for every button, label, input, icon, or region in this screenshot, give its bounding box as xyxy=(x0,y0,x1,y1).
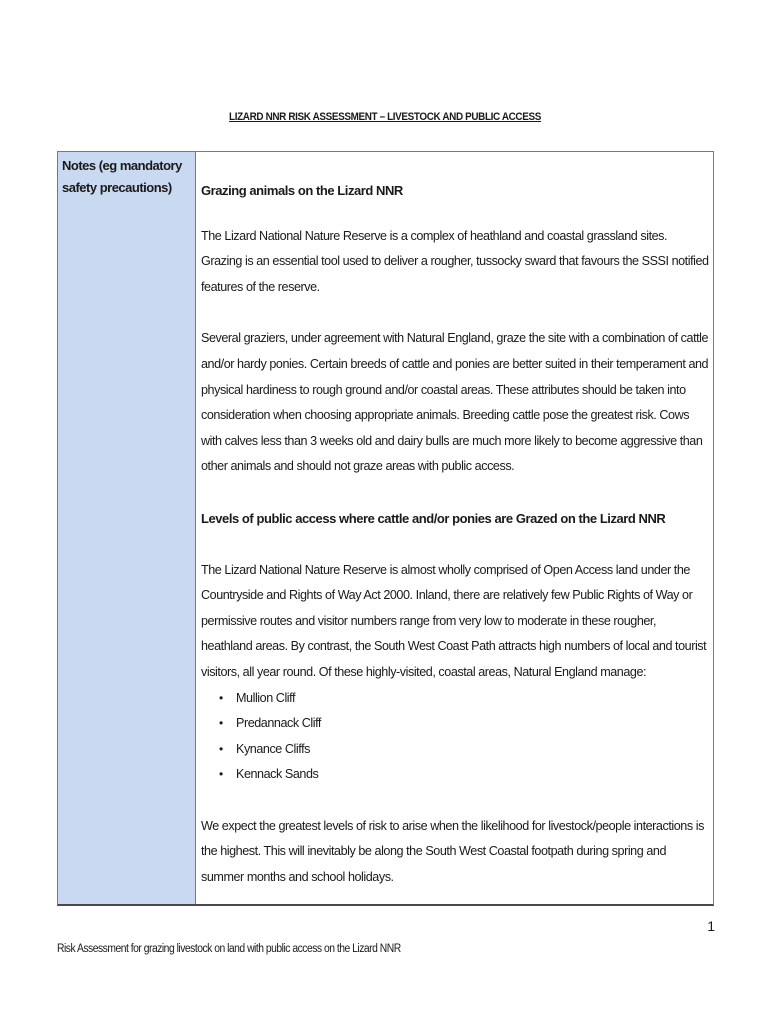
list-item-text: Kennack Sands xyxy=(236,767,319,782)
notes-label: Notes (eg mandatory safety precautions) xyxy=(62,158,182,195)
document-title: LIZARD NNR RISK ASSESSMENT – LIVESTOCK AND PUBLIC ACCESS xyxy=(229,111,541,123)
bullet-icon: • xyxy=(219,741,223,756)
list-item xyxy=(219,737,709,763)
bullet-icon: • xyxy=(219,767,223,782)
notes-label-cell xyxy=(58,152,196,904)
list-item-text: Kynance Cliffs xyxy=(236,741,310,756)
paragraph: Several graziers, under agreement with Natural England, graze the site with a combination of cattle and/or hardy ponies. Certain breeds of cattle and ponies are better suited in their temperament and physical hardiness to rough ground and/or coastal areas. These attributes should be taken into consideration when choosing appropriate animals. Breeding cattle pose the greatest risk. Cows with calves less than 3 weeks old and dairy bulls are much more likely to become aggressive than other animals and should not graze areas with public access. xyxy=(201,331,709,474)
paragraph: The Lizard National Nature Reserve is almost wholly comprised of Open Access land under the Countryside and Rights of Way Act 2000. Inland, there are relatively few Public Rights of Way or permissive routes and visitor numbers range from very low to moderate in these rougher, heathland areas. By contrast, the South West Coast Path attracts high numbers of local and tourist visitors, all year round. Of these highly-visited, coastal areas, Natural England manage: xyxy=(201,562,707,679)
notes-content-cell xyxy=(196,152,713,904)
page-footer: Risk Assessment for grazing livestock on land with public access on the Lizard NNR xyxy=(57,943,401,955)
site-list xyxy=(201,686,709,788)
section-heading-public-access: Levels of public access where cattle and/or ponies are Grazed on the Lizard NNR xyxy=(201,510,666,526)
list-item-text: Mullion Cliff xyxy=(236,690,296,705)
list-item-text: Predannack Cliff xyxy=(236,716,321,731)
list-item xyxy=(219,711,709,737)
bullet-icon: • xyxy=(219,690,223,705)
page-number: 1 xyxy=(707,918,715,934)
paragraph: The Lizard National Nature Reserve is a complex of heathland and coastal grassland sites. Grazing is an essential tool used to deliver a rougher, tussocky sward that favours the SSSI notified features of the reserve. xyxy=(201,228,709,294)
list-item xyxy=(219,762,709,788)
section-heading-grazing: Grazing animals on the Lizard NNR xyxy=(201,183,403,198)
bullet-icon: • xyxy=(219,716,223,731)
paragraph: We expect the greatest levels of risk to arise when the likelihood for livestock/people interactions is the highest. This will inevitably be along the South West Coastal footpath during spring and summer months and school holidays. xyxy=(201,818,704,885)
list-item xyxy=(219,686,709,712)
notes-table xyxy=(57,151,714,906)
